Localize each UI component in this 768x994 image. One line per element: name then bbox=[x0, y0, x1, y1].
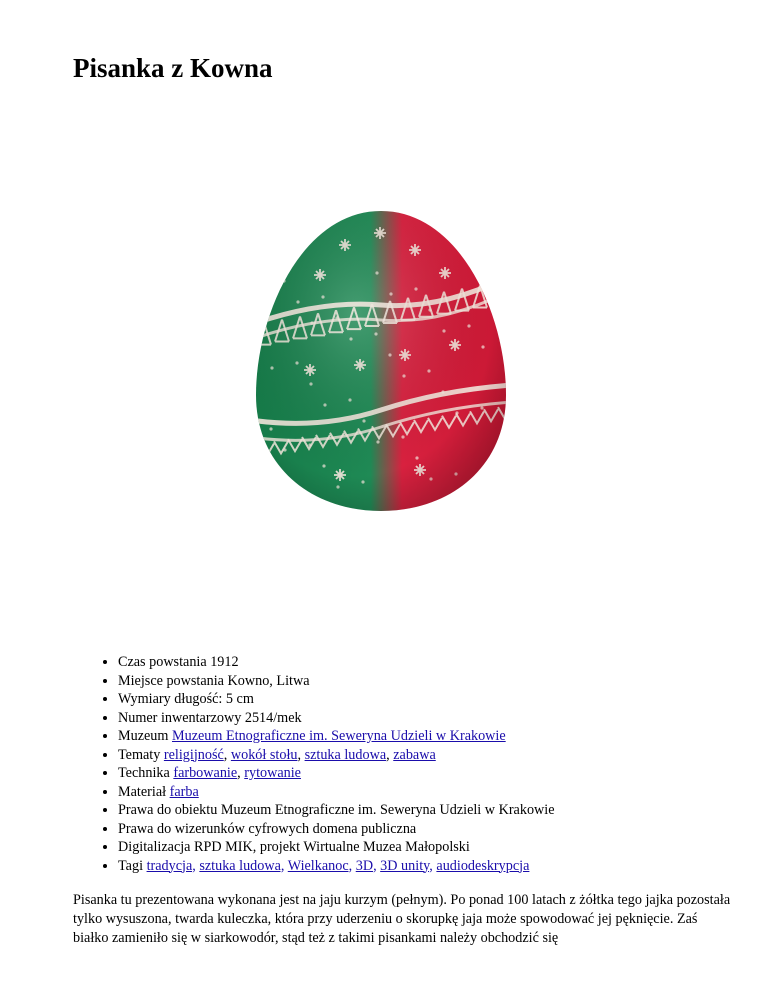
detail-label: Digitalizacja bbox=[118, 839, 191, 855]
detail-link[interactable]: 3D unity, bbox=[380, 857, 433, 874]
detail-link[interactable]: religijność bbox=[163, 746, 224, 763]
detail-label: Tematy bbox=[118, 746, 161, 763]
detail-row-muzeum bbox=[118, 727, 555, 746]
page-title: Pisanka z Kowna bbox=[73, 53, 273, 83]
detail-link[interactable]: zabawa bbox=[393, 746, 436, 763]
detail-link[interactable]: tradycja, bbox=[146, 857, 196, 874]
detail-row-material bbox=[118, 783, 555, 802]
detail-label: Muzeum bbox=[118, 728, 169, 744]
egg-body bbox=[250, 205, 512, 515]
detail-value: długość: 5 cm bbox=[174, 691, 254, 707]
detail-row-tagi bbox=[118, 857, 555, 876]
detail-link[interactable]: Muzeum Etnograficzne im. Seweryna Udzieli w Krakowie bbox=[171, 728, 506, 744]
detail-value: 2514/mek bbox=[244, 709, 302, 726]
detail-value: RPD MIK, projekt Wirtualne Muzea Małopolski bbox=[194, 839, 470, 855]
detail-label: Prawa do obiektu bbox=[118, 802, 218, 818]
detail-label: Prawa do wizerunków cyfrowych bbox=[118, 820, 310, 837]
detail-label: Tagi bbox=[118, 857, 144, 874]
egg-image bbox=[250, 205, 512, 515]
object-details-list bbox=[73, 653, 555, 875]
detail-row-miejsce bbox=[118, 672, 555, 691]
detail-row-czas bbox=[118, 653, 555, 672]
object-description: Pisanka tu prezentowana wykonana jest na jaju kurzym (pełnym). Po ponad 100 latach z żółtka tego jajka pozostała tylko wysuszona, twarda kuleczka, która przy uderzeniu o skorupkę jaja może spowodować jej pęknięcie. Zaś białko zamieniło się w siarkowodór, stąd też z takimi pisankami należy obchodzić się bbox=[73, 892, 731, 946]
detail-row-prawa-wizerunkow bbox=[118, 820, 555, 839]
detail-link[interactable]: farba bbox=[169, 783, 199, 800]
detail-row-wymiary bbox=[118, 690, 555, 709]
detail-label: Materiał bbox=[118, 783, 167, 800]
detail-link[interactable]: farbowanie bbox=[173, 765, 238, 781]
detail-link[interactable]: 3D, bbox=[355, 857, 377, 874]
detail-value: Kowno, Litwa bbox=[227, 672, 310, 689]
detail-link[interactable]: Wielkanoc, bbox=[287, 857, 353, 874]
detail-label: Wymiary bbox=[118, 691, 171, 707]
detail-value: Muzeum Etnograficzne im. Seweryna Udzieli w Krakowie bbox=[220, 802, 555, 818]
detail-link[interactable]: sztuka ludowa bbox=[304, 746, 387, 763]
detail-row-numer bbox=[118, 709, 555, 728]
detail-row-digitalizacja bbox=[118, 838, 555, 857]
detail-row-prawa-obiektu bbox=[118, 801, 555, 820]
detail-link[interactable]: sztuka ludowa, bbox=[199, 857, 285, 874]
detail-row-technika: • Technika farbowanie, rytowanie bbox=[118, 764, 555, 783]
detail-link[interactable]: wokół stołu bbox=[230, 746, 298, 763]
detail-label: Technika bbox=[118, 765, 170, 781]
detail-label: Czas powstania bbox=[118, 654, 207, 670]
detail-link[interactable]: audiodeskrypcja bbox=[436, 857, 530, 874]
detail-label: Miejsce powstania bbox=[118, 672, 224, 689]
detail-label: Numer inwentarzowy bbox=[118, 709, 242, 726]
easter-egg-illustration bbox=[250, 205, 512, 515]
detail-value: 1912 bbox=[210, 654, 239, 670]
detail-link[interactable]: rytowanie bbox=[244, 765, 301, 781]
detail-row-tematy: • Tematy religijność, wokół stołu, sztuka ludowa, zabawa bbox=[118, 746, 555, 765]
detail-value: domena publiczna bbox=[312, 820, 417, 837]
